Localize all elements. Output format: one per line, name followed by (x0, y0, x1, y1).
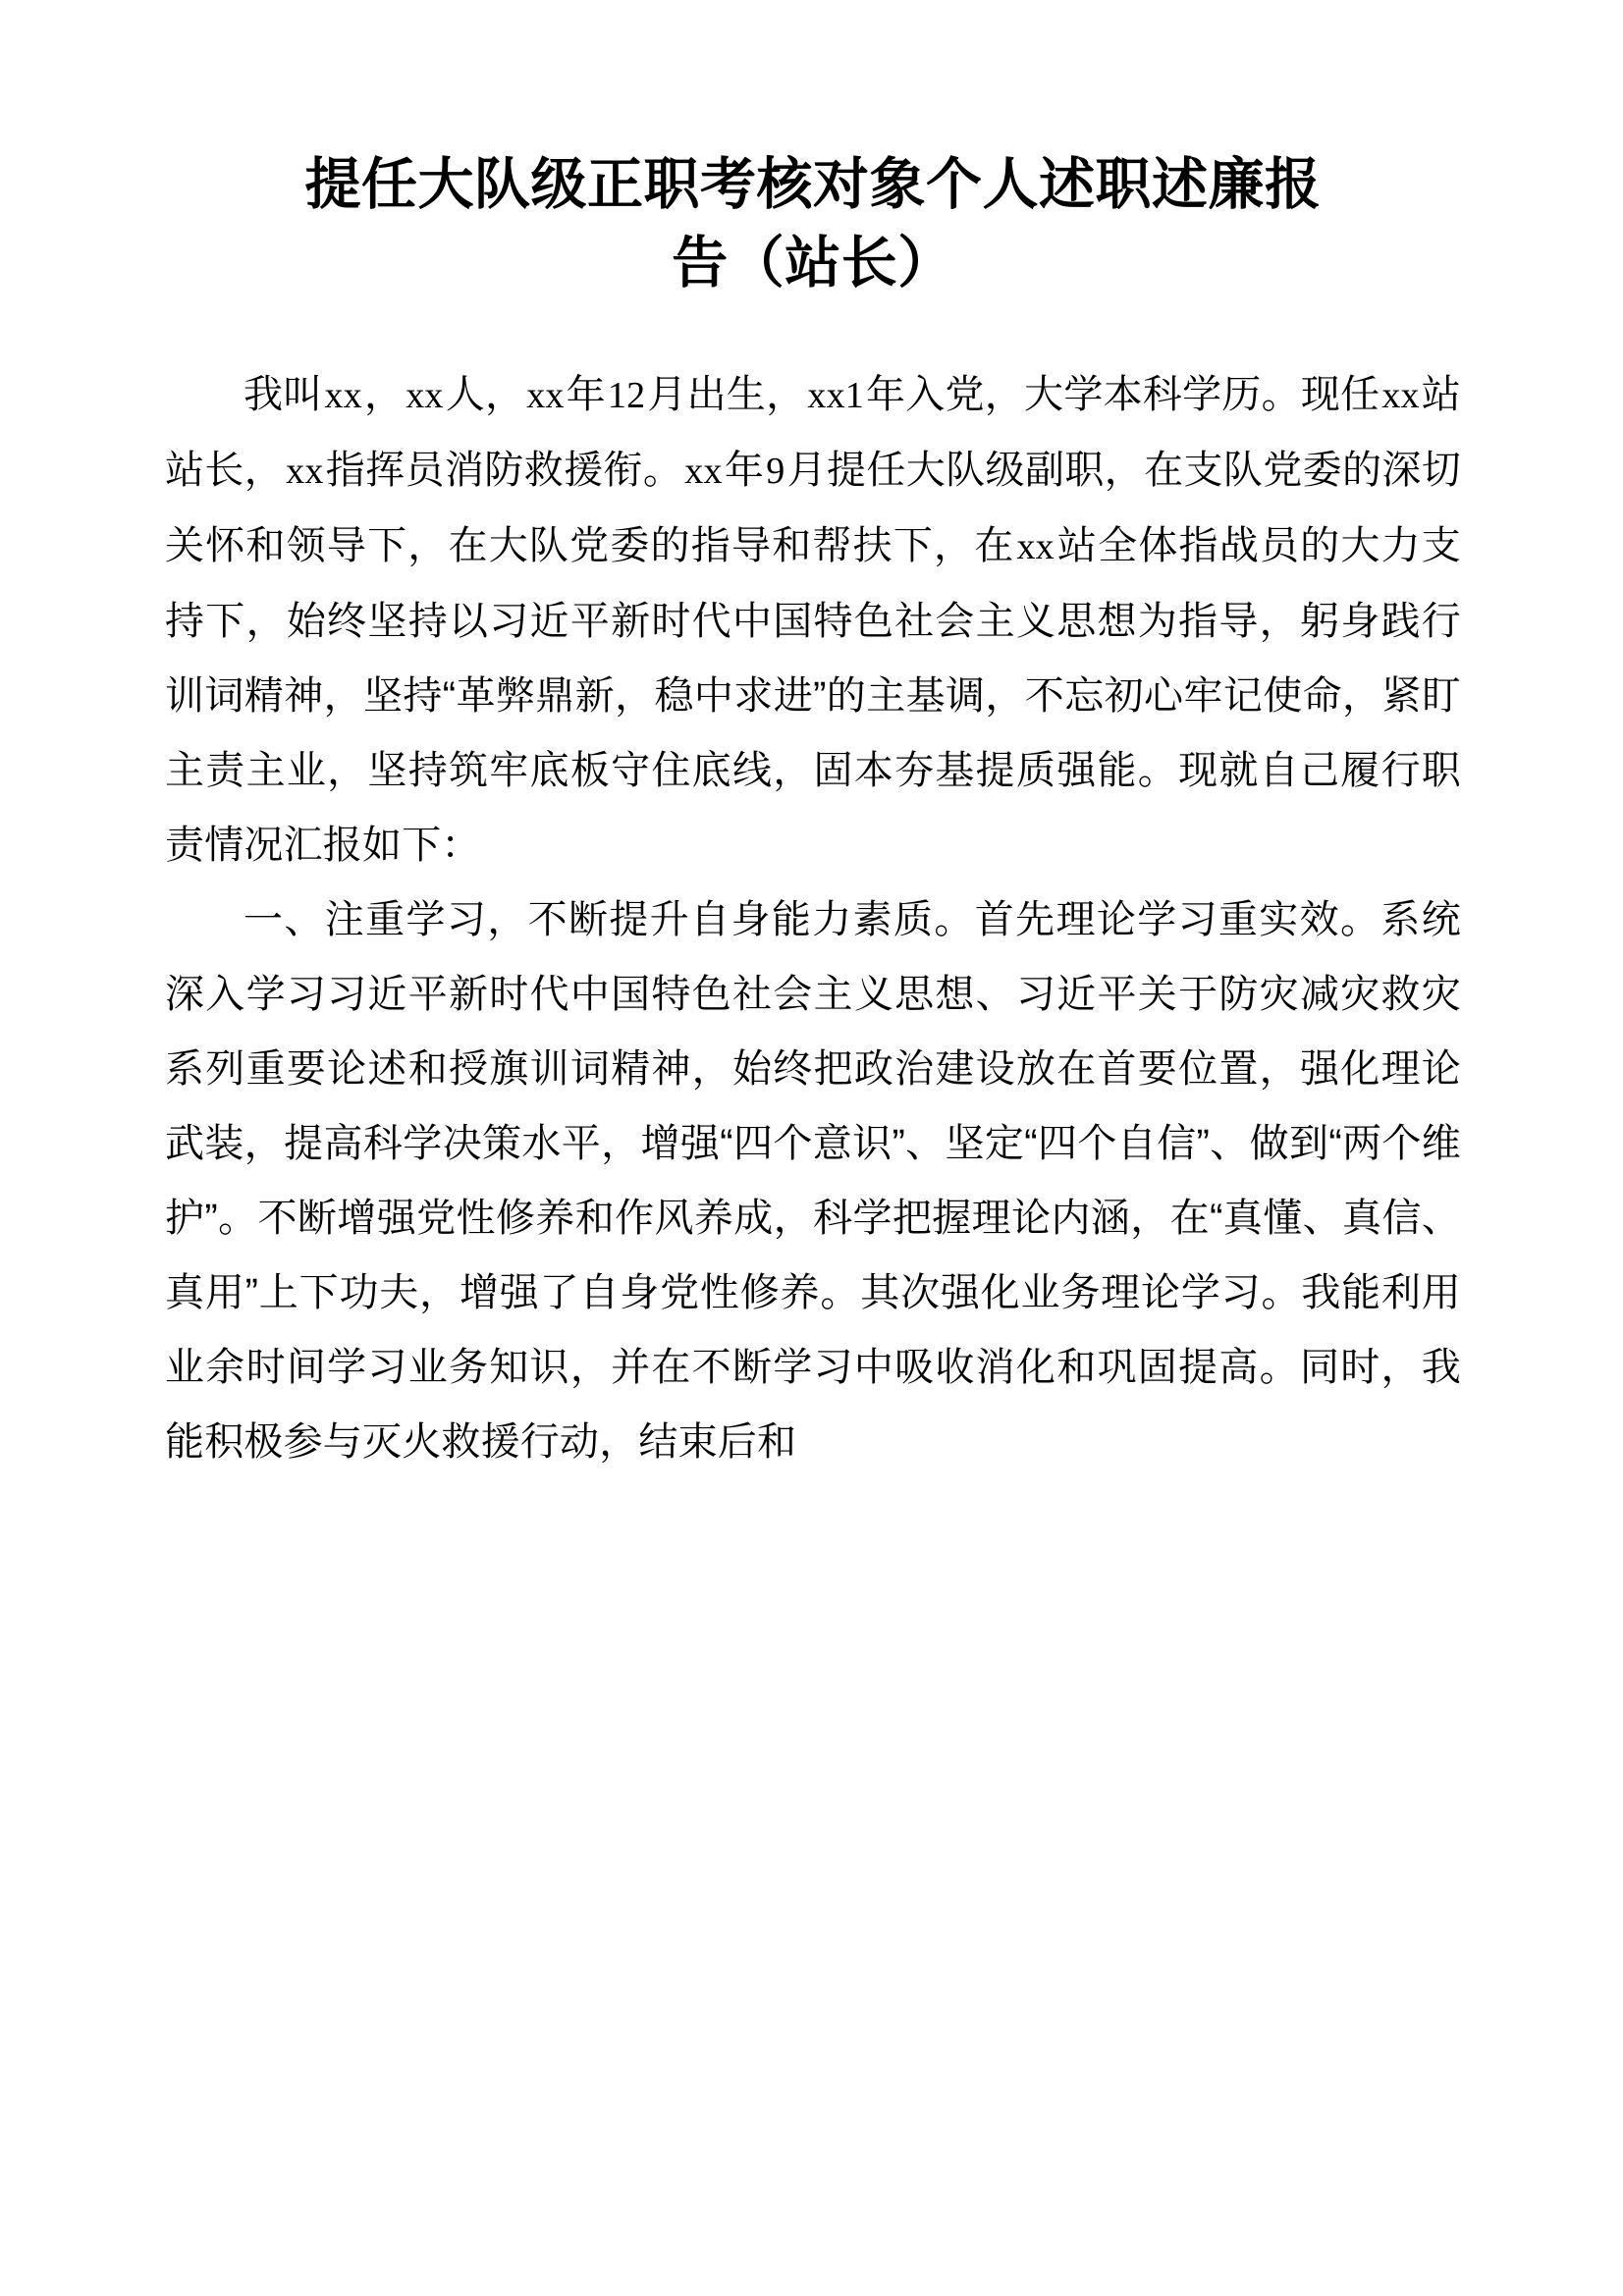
document-paragraphs (165, 357, 1461, 1479)
paragraph-intro: 我叫xx，xx人，xx年12月出生，xx1年入党，大学本科学历。现任xx站站长，xx指挥员消防救援衔。xx年9月提任大队级副职，在支队党委的深切关怀和领导下，在大队党委的指导和帮扶下，在xx站全体指战员的大力支持下，始终坚持以习近平新时代中国特色社会主义思想为指导，躬身践行训词精神，坚持“革弊鼎新，稳中求进”的主基调，不忘初心牢记使命，紧盯主责主业，坚持筑牢底板守住底线，固本夯基提质强能。现就自己履行职责情况汇报如下： (165, 373, 1462, 867)
page-title-line-2: 告（站长） (672, 232, 954, 294)
latin-run: 12 (607, 375, 646, 416)
latin-run: xx (526, 375, 565, 416)
latin-run: xx (286, 451, 324, 492)
latin-run: 9 (766, 451, 785, 492)
paragraph-section-one: 一、注重学习，不断提升自身能力素质。首先理论学习重实效。系统深入学习习近平新时代中国特色社会主义思想、习近平关于防灾减灾救灾系列重要论述和授旗训词精神，始终把政治建设放在首要位置，强化理论武装，提高科学决策水平，增强“四个意识”、坚定“四个自信”、做到“两个维护”。不断增强党性修养和作风养成，科学把握理论内涵，在“真懂、真信、真用”上下功夫，增强了自身党性修养。其次强化业务理论学习。我能利用业余时间学习业务知识，并在不断学习中吸收消化和巩固提高。同时，我能积极参与灭火救援行动，结束后和 (165, 898, 1461, 1464)
latin-run: xx (1381, 375, 1420, 416)
latin-run: xx1 (807, 375, 864, 416)
latin-run: xx (1016, 526, 1055, 567)
latin-run: xx (684, 451, 723, 492)
page-title-line-1: 提任大队级正职考核对象个人述职述廉报 (304, 153, 1322, 216)
latin-run: xx (406, 375, 444, 416)
document-body (165, 0, 1461, 1479)
latin-run: xx (324, 375, 362, 416)
page-title (165, 0, 1461, 302)
